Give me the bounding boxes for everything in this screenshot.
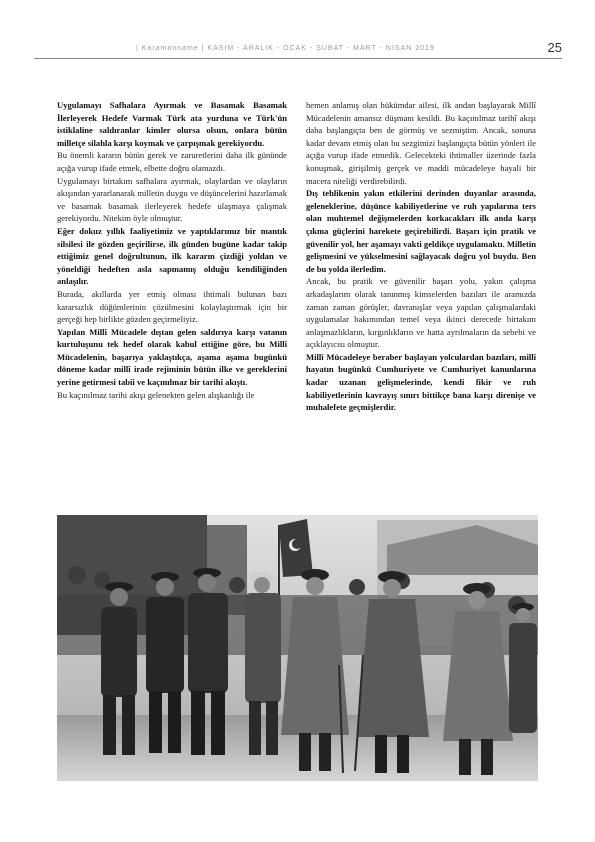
paragraph: Yapılan Millî Mücadele dıştan gelen saldırıya karşı vatanın kurtuluşunu tek hedef olarak kabul ettiğine göre, bu Millî Mücadelenin, başarıya yaklaştıkça, aşama aşama bugünkü döneme kadar millî irade rejiminin bütün ilke ve gereklerini yerine getirmesi tabii ve kaçınılmaz bir tarihî akıştı. xyxy=(57,326,287,388)
paragraph: Dış tehlikenin yakın etkilerini derinden duyanlar arasında, geleneklerine, düşünce kabiliyetlerine ve ruh yapılarına ters olan muhtemel değişmelerden korkacakları ilk anda karşı çıkma güçlerini harekete geçirebilirdi. Başarı için pratik ve güvenilir yol, her aşamayı vakti geldikçe uygulamaktı. Milletin gelişmesini ve yükselmesini sağlayacak doğru yol buydu. Ben de bu yolda ilerledim. xyxy=(306,188,536,274)
paragraph: Uygulamayı birtakım safhalara ayırmak, olaylardan ve olayların akışından yararlanarak milletin duygu ve düşüncelerini hazırlamak ve basamak basamak ilerleyerek hedefe ulaşmaya çalışmak gerekiyordu. Nitekim öyle olmuştur. xyxy=(57,175,287,224)
header-divider xyxy=(34,58,562,59)
right-text-column xyxy=(306,99,536,414)
paragraph: Burada, akıllarda yer etmiş olması ihtimali bulunan bazı kararsızlık düğümlerinin çözülmesini kolaylaştırmak için bir gerçeği hep birlikte gözden geçirmeliyiz. xyxy=(57,288,287,325)
paragraph: Bu kaçınılmaz tarihi akışı gelenekten gelen alışkanlığı ile xyxy=(57,389,255,400)
page-header xyxy=(34,42,562,58)
historical-photo xyxy=(57,515,538,781)
paragraph: Uygulamayı Safhalara Ayırmak ve Basamak Basamak İlerleyerek Hedefe Varmak Türk ata yurduna ve Türk'ün istiklaline saldıranlar kimler olursa olsun, onlara bütün milletçe silahla karşı koymak ve çarpışmak gerekiyordu. xyxy=(57,100,287,148)
paragraph: Ancak, bu pratik ve güvenilir başarı yolu, yakın çalışma arkadaşlarım olarak tanınmış kimselerden bazıları ile aramızda zaman zaman görüşler, davranışlar veya yapılan çalışmalardaki uygulamalar bakımından temel veya ikinci derecede birtakım anlaşmazlıkların, kırgınlıkların ve hatta ayrılmaların da sebebi ve açıklayıcısı olmuştur. xyxy=(306,276,536,350)
paragraph: Millî Mücadeleye beraber başlayan yolculardan bazıları, millî hayatın bugünkü Cumhuriyete ve Cumhuriyet kanunlarına kadar uzanan gelişmelerinde, kendi fikir ve ruh kabiliyetlerinin kavrayış sınırı bittikçe bana karşı direnişe ve muhalefete geçmişlerdir. xyxy=(306,351,536,413)
paragraph: hemen anlamış olan hükümdar ailesi, ilk andan başlayarak Millî Mücadelenin amansız düşmanı kesildi. Bu kaçınılmaz tarihî akışı daha başlangıçta ben de görmüş ve sezmiştim. Ancak, sonuna kadar devam etmiş olan bu sezgimizi başlangıçta bütün yönleri ile açığa vurup ifade etmedik. Gelecekteki ihtimaller üzerinde fazla konuşmak, girişilmiş gerçek ve maddi mücadeleye hayali bir macera niteliği verdirebilirdi. xyxy=(306,100,536,186)
photo-illustration xyxy=(57,515,538,781)
left-text-column xyxy=(57,99,287,401)
paragraph: Eğer dokuz yıllık faaliyetimiz ve yaptıklarımız bir mantık silsilesi ile gözden geçirilirse, ilk günden bugüne kadar takip ettiğimiz genel doğrultunun, ilk kararın çizdiği yoldan ve yöneldiği hedeften asla sapmamış olduğu kendiliğinden anlaşılır. xyxy=(57,225,287,287)
issue-dates: KASIM - ARALIK - OCAK - ŞUBAT - MART - NİSAN 2019 xyxy=(207,45,435,52)
header-issue-line xyxy=(136,45,435,52)
page-number: 25 xyxy=(547,40,562,55)
magazine-name: | Karamanname | xyxy=(136,45,205,52)
paragraph: Bu önemli kararın bütün gerek ve zaruretlerini daha ilk gününde açığa vurup ifade etmek, elbette doğru olamazdı. xyxy=(57,150,287,173)
